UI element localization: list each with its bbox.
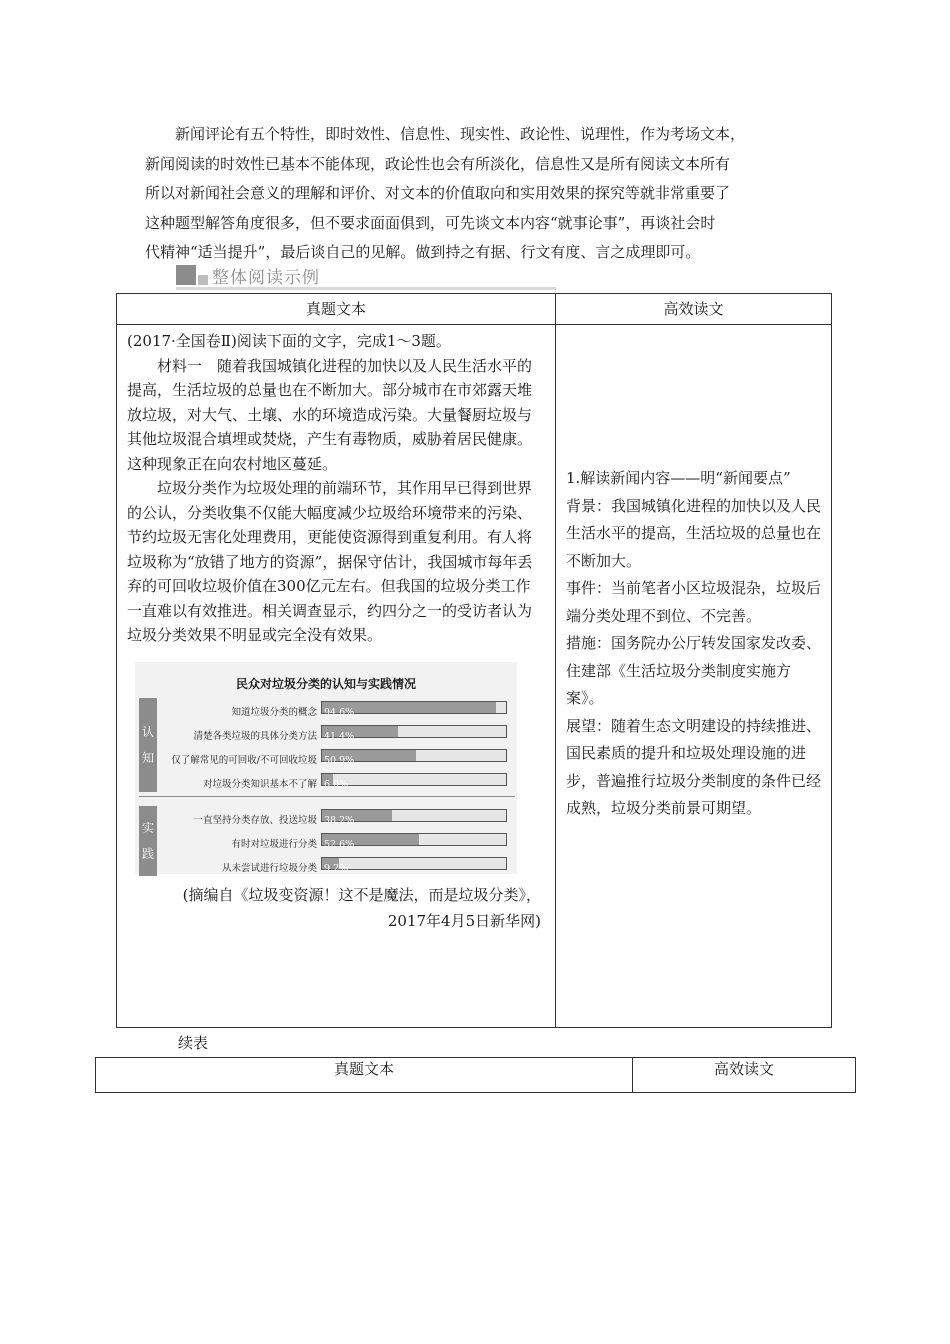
chart-bar-track — [321, 857, 507, 874]
guide-background: 背景：我国城镇化进程的加快以及人民生活水平的提高，生活垃圾的总量也在不断加大。 — [566, 496, 822, 570]
intro-line: 所以对新闻社会意义的理解和评价、对文本的价值取向和实用效果的探究等就非常重要了 — [145, 184, 731, 202]
guide-event: 事件：当前笔者小区垃圾混杂，垃圾后端分类处理不到位、不完善。 — [566, 579, 822, 625]
chart-group-label: 认 知 — [139, 698, 157, 792]
chart-value-label: 41.4% — [324, 730, 355, 742]
guide-outlook: 展望：随着生态文明建设的持续推进、国民素质的提升和垃圾处理设施的进步，普遍推行垃圾分类制度的条件已经成熟，垃圾分类前景可期望。 — [566, 716, 822, 817]
section-title: 整体阅读示例 — [212, 268, 320, 288]
chart-bar-track — [321, 809, 507, 826]
question-source: (2017·全国卷Ⅱ)阅读下面的文字，完成1～3题。 — [127, 332, 451, 350]
chart-value-label: 38.2% — [324, 814, 355, 826]
chart-category-label: 知道垃圾分类的概念 — [231, 706, 317, 718]
intro-line: 新闻阅读的时效性已基本不能体现，政论性也会有所淡化，信息性又是所有阅读文本所有 — [145, 154, 731, 173]
chart-group-divider — [139, 796, 515, 797]
citation-line-1: (摘编自《垃圾变资源！这不是魔法，而是垃圾分类》， — [182, 885, 541, 904]
column-header-text: 真题文本 — [117, 294, 556, 325]
guide-measures: 措施：国务院办公厅转发国家发改委、住建部《生活垃圾分类制度实施方案》。 — [566, 634, 822, 707]
heading-square-icon — [176, 265, 196, 285]
survey-chart — [135, 662, 517, 874]
chart-bar-track — [321, 749, 507, 766]
guide-heading: 1.解读新闻内容——明“新闻要点” — [566, 469, 791, 487]
chart-category-label: 从未尝试进行垃圾分类 — [221, 862, 317, 874]
citation-line-2: 2017年4月5日新华网) — [387, 911, 541, 930]
reading-guide-cell — [556, 325, 832, 1028]
material-paragraph-1: 材料一 随着我国城镇化进程的加快以及人民生活水平的提高，生活垃圾的总量也在不断加大。部分城市在市郊露天堆放垃圾，对大气、土壤、水的环境造成污染。大量餐厨垃圾与其他垃圾混合填埋或焚烧，产生有毒物质，威胁着居民健康。这种现象正在向农村地区蔓延。 — [127, 356, 533, 473]
intro-line: 这种题型解答角度很多，但不要求面面俱到，可先谈文本内容“就事论事”，再谈社会时 — [145, 213, 716, 232]
chart-bar-track — [321, 773, 507, 790]
chart-value-label: 50.9% — [324, 754, 355, 766]
reading-table — [116, 293, 832, 1028]
chart-group-label: 实 践 — [139, 806, 157, 876]
intro-line: 新闻评论有五个特性，即时效性、信息性、现实性、政论性、说理性，作为考场文本， — [175, 125, 746, 143]
chart-bar-track — [321, 701, 507, 718]
source-text-cell — [117, 325, 556, 1028]
section-heading — [176, 263, 556, 291]
chart-category-label: 清楚各类垃圾的具体分类方法 — [193, 730, 317, 742]
chart-value-label: 52.6% — [324, 838, 355, 850]
heading-small-square-icon — [198, 275, 208, 285]
intro-paragraph — [145, 120, 825, 268]
chart-category-label: 有时对垃圾进行分类 — [231, 838, 317, 850]
continued-header-reading: 高效读文 — [633, 1058, 856, 1093]
continued-label: 续表 — [178, 1034, 209, 1052]
chart-bar-track — [321, 833, 507, 850]
chart-value-label: 94.6% — [324, 706, 355, 718]
column-header-reading: 高效读文 — [556, 294, 832, 325]
chart-value-label: 6.0% — [324, 778, 349, 790]
continued-table — [95, 1057, 856, 1093]
chart-category-label: 对垃圾分类知识基本不了解 — [202, 778, 317, 790]
chart-bar-track — [321, 725, 507, 742]
intro-line: 代精神“适当提升”，最后谈自己的见解。做到持之有据、行文有度、言之成理即可。 — [145, 243, 701, 261]
chart-category-label: 一直坚持分类存放、投送垃圾 — [193, 814, 317, 826]
chart-category-label: 仅了解常见的可回收/不可回收垃圾 — [171, 754, 317, 766]
chart-title: 民众对垃圾分类的认知与实践情况 — [235, 676, 416, 691]
chart-value-label: 9.2% — [324, 862, 349, 874]
material-paragraph-2: 垃圾分类作为垃圾处理的前端环节，其作用早已得到世界的公认，分类收集不仅能大幅度减少垃圾给环境带来的污染、节约垃圾无害化处理费用，更能使资源得到重复利用。有人将垃圾称为“放错了地方的资源”，据保守估计，我国城市每年丢弃的可回收垃圾价值在300亿元左右。但我国的垃圾分类工作一直难以有效推进。相关调查显示，约四分之一的受访者认为垃圾分类效果不明显或完全没有效果。 — [127, 479, 533, 644]
continued-header-text: 真题文本 — [96, 1058, 633, 1093]
